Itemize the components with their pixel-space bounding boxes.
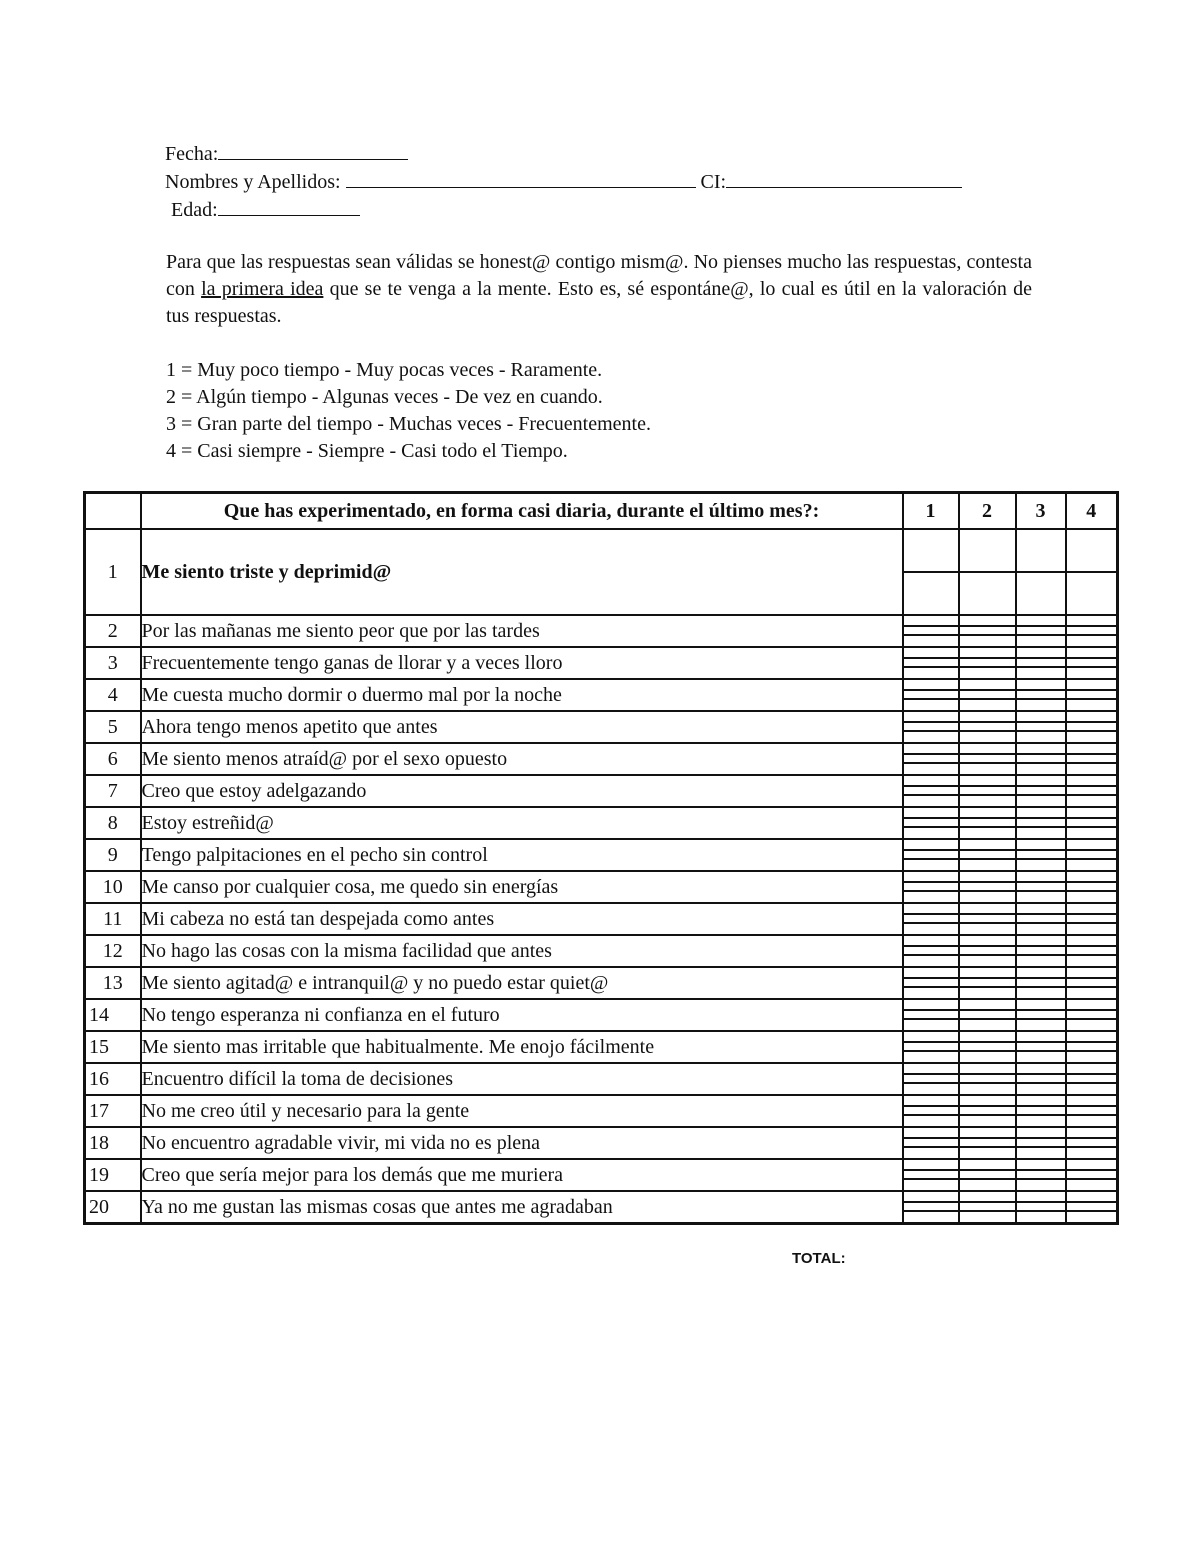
answer-cell-2[interactable] [959,807,1016,839]
answer-cell-3[interactable] [1016,1191,1066,1224]
table-row [85,871,1118,903]
questionnaire-table [83,491,1119,1225]
answer-cell-4[interactable] [1066,999,1118,1031]
answer-cell-3[interactable] [1016,839,1066,871]
answer-cell-3[interactable] [1016,647,1066,679]
answer-cell-2[interactable] [959,1095,1016,1127]
table-row [85,1127,1118,1159]
nombres-label: Nombres y Apellidos: [165,171,341,193]
edad-label: Edad: [171,199,218,221]
item-text: Estoy estreñid@ [141,807,903,839]
answer-cell-4[interactable] [1066,871,1118,903]
table-row [85,743,1118,775]
nombres-row [165,168,962,196]
answer-cell-4[interactable] [1066,903,1118,935]
option-header-3: 3 [1016,493,1066,530]
item-number: 6 [85,743,141,775]
item-number: 3 [85,647,141,679]
answer-cell-2[interactable] [959,903,1016,935]
table-row [85,935,1118,967]
item-text: Ya no me gustan las mismas cosas que antes me agradaban [141,1191,903,1224]
item-text: Tengo palpitaciones en el pecho sin control [141,839,903,871]
answer-cell-2[interactable] [959,999,1016,1031]
answer-cell-1[interactable] [903,615,959,647]
item-number: 1 [85,529,141,615]
item-number: 16 [85,1063,141,1095]
answer-cell-3[interactable] [1016,1159,1066,1191]
answer-cell-4[interactable] [1066,935,1118,967]
item-number: 10 [85,871,141,903]
answer-cell-1[interactable] [903,903,959,935]
table-row [85,775,1118,807]
answer-cell-3[interactable] [1016,1063,1066,1095]
answer-cell-4[interactable] [1066,529,1118,615]
answer-cell-3[interactable] [1016,775,1066,807]
answer-cell-2[interactable] [959,935,1016,967]
answer-cell-3[interactable] [1016,1127,1066,1159]
item-text: Mi cabeza no está tan despejada como antes [141,903,903,935]
answer-cell-3[interactable] [1016,903,1066,935]
answer-cell-1[interactable] [903,1063,959,1095]
table-row [85,1159,1118,1191]
item-text: No encuentro agradable vivir, mi vida no es plena [141,1127,903,1159]
item-number: 15 [85,1031,141,1063]
table-row [85,1063,1118,1095]
answer-cell-1[interactable] [903,1159,959,1191]
answer-cell-3[interactable] [1016,967,1066,999]
edad-row [165,196,962,224]
answer-cell-1[interactable] [903,967,959,999]
answer-cell-2[interactable] [959,679,1016,711]
item-number: 13 [85,967,141,999]
item-number: 17 [85,1095,141,1127]
answer-cell-4[interactable] [1066,615,1118,647]
table-row [85,807,1118,839]
table-row [85,967,1118,999]
answer-cell-4[interactable] [1066,839,1118,871]
table-row [85,1191,1118,1224]
total-label: TOTAL: [792,1250,846,1267]
item-number: 7 [85,775,141,807]
item-text: Me siento mas irritable que habitualmente. Me enojo fácilmente [141,1031,903,1063]
item-text: Creo que estoy adelgazando [141,775,903,807]
table-row [85,903,1118,935]
item-text: Creo que sería mejor para los demás que me muriera [141,1159,903,1191]
fecha-row [165,140,962,168]
answer-cell-1[interactable] [903,1031,959,1063]
answer-cell-4[interactable] [1066,743,1118,775]
answer-cell-1[interactable] [903,775,959,807]
scale-item-3: 3 = Gran parte del tiempo - Muchas veces - Frecuentemente. [166,413,651,435]
item-text: Me canso por cualquier cosa, me quedo sin energías [141,871,903,903]
answer-cell-4[interactable] [1066,1031,1118,1063]
answer-cell-2[interactable] [959,1127,1016,1159]
nombres-field[interactable] [346,168,696,188]
fecha-label: Fecha: [165,143,219,165]
answer-cell-3[interactable] [1016,529,1066,615]
answer-cell-2[interactable] [959,871,1016,903]
table-row [85,1095,1118,1127]
answer-cell-4[interactable] [1066,967,1118,999]
answer-cell-3[interactable] [1016,679,1066,711]
item-number: 5 [85,711,141,743]
answer-cell-3[interactable] [1016,1095,1066,1127]
item-number: 20 [85,1191,141,1224]
answer-scale [166,357,651,465]
answer-cell-4[interactable] [1066,711,1118,743]
answer-cell-2[interactable] [959,1063,1016,1095]
answer-cell-1[interactable] [903,839,959,871]
table-row [85,529,1118,615]
answer-cell-1[interactable] [903,1191,959,1224]
answer-cell-1[interactable] [903,999,959,1031]
option-header-1: 1 [903,493,959,530]
answer-cell-1[interactable] [903,711,959,743]
item-text: No hago las cosas con la misma facilidad que antes [141,935,903,967]
item-text: Me cuesta mucho dormir o duermo mal por la noche [141,679,903,711]
answer-cell-3[interactable] [1016,999,1066,1031]
item-number: 18 [85,1127,141,1159]
header-number-cell [85,493,141,530]
answer-cell-1[interactable] [903,647,959,679]
item-number: 4 [85,679,141,711]
item-number: 9 [85,839,141,871]
item-number: 14 [85,999,141,1031]
ci-label: CI: [700,171,727,193]
table-row [85,679,1118,711]
answer-cell-2[interactable] [959,967,1016,999]
table-row [85,839,1118,871]
answer-cell-2[interactable] [959,743,1016,775]
form-header [165,140,962,224]
answer-cell-2[interactable] [959,1191,1016,1224]
answer-cell-1[interactable] [903,529,959,615]
table-row [85,711,1118,743]
scale-item-2: 2 = Algún tiempo - Algunas veces - De vez en cuando. [166,386,603,408]
option-header-2: 2 [959,493,1016,530]
answer-cell-4[interactable] [1066,1063,1118,1095]
answer-cell-1[interactable] [903,743,959,775]
item-number: 2 [85,615,141,647]
table-row [85,999,1118,1031]
item-text: Me siento agitad@ e intranquil@ y no puedo estar quiet@ [141,967,903,999]
answer-cell-1[interactable] [903,1127,959,1159]
answer-cell-3[interactable] [1016,615,1066,647]
scale-item-1: 1 = Muy poco tiempo - Muy pocas veces - Raramente. [166,359,603,381]
item-text: Ahora tengo menos apetito que antes [141,711,903,743]
item-text: Encuentro difícil la toma de decisiones [141,1063,903,1095]
answer-cell-1[interactable] [903,1095,959,1127]
table-row [85,1031,1118,1063]
item-number: 12 [85,935,141,967]
option-header-4: 4 [1066,493,1118,530]
answer-cell-2[interactable] [959,1031,1016,1063]
answer-cell-2[interactable] [959,1159,1016,1191]
answer-cell-4[interactable] [1066,1095,1118,1127]
scale-item-4: 4 = Casi siempre - Siempre - Casi todo el Tiempo. [166,440,568,462]
answer-cell-2[interactable] [959,647,1016,679]
answer-cell-4[interactable] [1066,775,1118,807]
answer-cell-3[interactable] [1016,711,1066,743]
answer-cell-4[interactable] [1066,807,1118,839]
answer-cell-1[interactable] [903,935,959,967]
instructions-underlined: la primera idea [201,278,324,300]
answer-cell-2[interactable] [959,839,1016,871]
instructions-paragraph [166,249,1032,330]
item-text: Frecuentemente tengo ganas de llorar y a veces lloro [141,647,903,679]
table-row [85,615,1118,647]
answer-cell-2[interactable] [959,711,1016,743]
answer-cell-4[interactable] [1066,679,1118,711]
answer-cell-4[interactable] [1066,1159,1118,1191]
instructions-text-1: Para que las respuestas sean válidas se honest@ contigo mism@. No pienses mucho las respuestas, contesta con [166,251,1032,300]
item-text: No me creo útil y necesario para la gente [141,1095,903,1127]
answer-cell-1[interactable] [903,679,959,711]
question-header: Que has experimentado, en forma casi diaria, durante el último mes?: [141,493,903,530]
instructions-text-2: que se te venga a la mente. Esto es, sé espontáne@, lo cual es útil en la valoración de tus respuestas. [166,278,1032,327]
fecha-field[interactable] [218,140,408,160]
ci-field[interactable] [726,168,962,188]
item-text: No tengo esperanza ni confianza en el futuro [141,999,903,1031]
answer-cell-4[interactable] [1066,1127,1118,1159]
item-number: 8 [85,807,141,839]
answer-cell-1[interactable] [903,871,959,903]
answer-cell-2[interactable] [959,615,1016,647]
answer-cell-3[interactable] [1016,743,1066,775]
item-number: 19 [85,1159,141,1191]
item-text: Por las mañanas me siento peor que por las tardes [141,615,903,647]
table-row [85,647,1118,679]
answer-cell-3[interactable] [1016,807,1066,839]
answer-cell-2[interactable] [959,775,1016,807]
table-header-row [85,493,1118,530]
item-number: 11 [85,903,141,935]
answer-cell-2[interactable] [959,529,1016,615]
edad-field[interactable] [218,196,360,216]
item-text: Me siento triste y deprimid@ [141,529,903,615]
answer-cell-4[interactable] [1066,647,1118,679]
answer-cell-3[interactable] [1016,871,1066,903]
answer-cell-3[interactable] [1016,935,1066,967]
answer-cell-1[interactable] [903,807,959,839]
item-text: Me siento menos atraíd@ por el sexo opuesto [141,743,903,775]
answer-cell-3[interactable] [1016,1031,1066,1063]
answer-cell-4[interactable] [1066,1191,1118,1224]
